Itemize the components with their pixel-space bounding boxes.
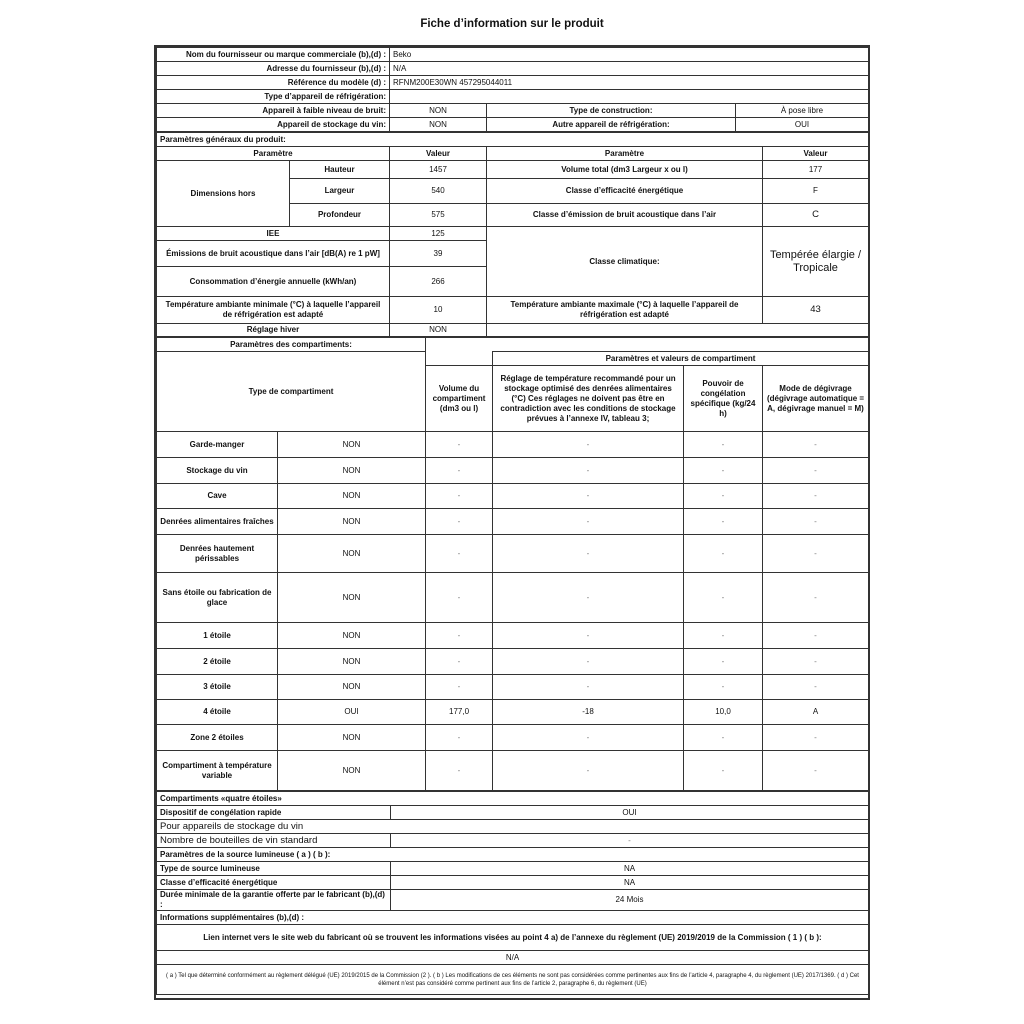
- col-param2-header: Paramètre: [487, 147, 763, 161]
- address-label: Adresse du fournisseur (b),(d) :: [157, 62, 390, 76]
- light-class-value: NA: [391, 876, 869, 890]
- compartment-present: NON: [278, 573, 426, 623]
- compartment-temperature: -: [493, 751, 684, 791]
- compartment-row: [157, 751, 869, 791]
- address-value: N/A: [390, 62, 869, 76]
- document-title: Fiche d’information sur le produit: [420, 18, 604, 30]
- compartment-present: NON: [278, 725, 426, 751]
- compartments-section-empty: [426, 338, 869, 352]
- energy-class-value: F: [763, 179, 869, 204]
- compartment-defrost: -: [763, 573, 869, 623]
- compartment-row: [157, 675, 869, 700]
- compartment-volume: -: [426, 751, 493, 791]
- general-section-label: Paramètres généraux du produit:: [157, 133, 869, 147]
- compartment-defrost: -: [763, 509, 869, 535]
- low-noise-value: NON: [390, 104, 487, 118]
- compartment-volume: -: [426, 535, 493, 573]
- compartment-temperature: -: [493, 675, 684, 700]
- compartment-defrost: -: [763, 725, 869, 751]
- footer-table: [156, 791, 869, 995]
- defrost-mode-header: Mode de dégivrage (dégivrage automatique = A, dégivrage manuel = M): [763, 366, 869, 432]
- compartment-volume: -: [426, 432, 493, 458]
- wine-appliance-label: Appareil de stockage du vin:: [157, 118, 390, 132]
- compartment-present: NON: [278, 509, 426, 535]
- appliance-type-value: [390, 90, 869, 104]
- winter-setting-label: Réglage hiver: [157, 324, 390, 337]
- compartment-temperature: -: [493, 649, 684, 675]
- compartment-name: Sans étoile ou fabrication de glace: [157, 573, 278, 623]
- col-value2-header: Valeur: [763, 147, 869, 161]
- noise-emission-value: 39: [390, 241, 487, 267]
- model-label: Référence du modèle (d) :: [157, 76, 390, 90]
- volume-total-label: Volume total (dm3 Largeur x ou l): [487, 161, 763, 179]
- compartment-volume: -: [426, 649, 493, 675]
- compartment-volume: -: [426, 573, 493, 623]
- temperature-header: Réglage de température recommandé pour un stockage optimisé des denrées alimentaires (°C) Ces réglages ne doivent pas être en contradiction avec les conditions de stockage prévues à l’annexe IV, tableau 3;: [493, 366, 684, 432]
- compartments-section-label: Paramètres des compartiments:: [157, 338, 426, 352]
- annual-consumption-value: 266: [390, 267, 487, 297]
- footnote: ( a ) Tel que déterminé conformément au règlement délégué (UE) 2019/2015 de la Commission (2 ). ( b ) Les modifications de ces éléments ne sont pas considérées comme pertinentes aux fins de l’article 4, paragraphe 4, du règlement (UE) 2017/1369. ( d ) Cet élément n’est pas considéré comme pertinent aux fins de l’article 2, paragraphe 6, du règlement (UE): [157, 965, 869, 995]
- warranty-label: Durée minimale de la garantie offerte par le fabricant (b),(d) :: [157, 890, 391, 911]
- fast-freeze-label: Dispositif de congélation rapide: [157, 806, 391, 820]
- compartment-name: Zone 2 étoiles: [157, 725, 278, 751]
- volume-header: Volume du compartiment (dm3 ou l): [426, 366, 493, 432]
- compartment-defrost: -: [763, 432, 869, 458]
- compartment-freezing-power: -: [684, 751, 763, 791]
- width-value: 540: [390, 179, 487, 204]
- compartment-present: NON: [278, 675, 426, 700]
- compartment-volume: -: [426, 509, 493, 535]
- compartment-row: [157, 458, 869, 484]
- compartment-volume: -: [426, 623, 493, 649]
- four-star-label: Compartiments «quatre étoiles»: [157, 792, 869, 806]
- noise-class-value: C: [763, 204, 869, 227]
- compartment-temperature: -18: [493, 700, 684, 725]
- depth-value: 575: [390, 204, 487, 227]
- compartment-present: NON: [278, 623, 426, 649]
- noise-class-label: Classe d’émission de bruit acoustique dans l’air: [487, 204, 763, 227]
- light-class-label: Classe d’efficacité énergétique: [157, 876, 391, 890]
- compartment-volume: -: [426, 484, 493, 509]
- iee-label: IEE: [157, 227, 390, 241]
- wine-appliance-value: NON: [390, 118, 487, 132]
- compartment-present: NON: [278, 751, 426, 791]
- compartment-freezing-power: -: [684, 623, 763, 649]
- compartment-group-header: Paramètres et valeurs de compartiment: [493, 352, 869, 366]
- compartment-row: [157, 649, 869, 675]
- website-link-label: Lien internet vers le site web du fabricant où se trouvent les informations visées au point 4 a) de l’annexe du règlement (UE) 2019/2019 de la Commission ( 1 ) ( b ):: [157, 925, 869, 951]
- compartment-defrost: -: [763, 535, 869, 573]
- compartment-name: Cave: [157, 484, 278, 509]
- wine-section-label: Pour appareils de stockage du vin: [157, 820, 869, 834]
- compartment-present: NON: [278, 535, 426, 573]
- compartment-temperature: -: [493, 623, 684, 649]
- compartment-volume: -: [426, 725, 493, 751]
- model-value: RFNM200E30WN 457295044011: [390, 76, 869, 90]
- compartment-present: OUI: [278, 700, 426, 725]
- fast-freeze-value: OUI: [391, 806, 869, 820]
- noise-emission-label: Émissions de bruit acoustique dans l’air [dB(A) re 1 pW]: [157, 241, 390, 267]
- compartments-table: [156, 337, 869, 791]
- compartment-freezing-power: -: [684, 675, 763, 700]
- compartment-row: [157, 623, 869, 649]
- compartment-freezing-power: -: [684, 432, 763, 458]
- compartment-present: NON: [278, 649, 426, 675]
- width-label: Largeur: [290, 179, 390, 204]
- compartment-name: 2 étoile: [157, 649, 278, 675]
- compartment-row: [157, 725, 869, 751]
- compartment-defrost: -: [763, 675, 869, 700]
- compartment-defrost: A: [763, 700, 869, 725]
- compartment-temperature: -: [493, 484, 684, 509]
- compartment-header-spacer: [426, 352, 493, 366]
- light-type-value: NA: [391, 862, 869, 876]
- compartment-row: [157, 509, 869, 535]
- compartment-row: [157, 484, 869, 509]
- compartment-freezing-power: -: [684, 649, 763, 675]
- annual-consumption-label: Consommation d’énergie annuelle (kWh/an): [157, 267, 390, 297]
- compartment-name: 1 étoile: [157, 623, 278, 649]
- compartment-present: NON: [278, 484, 426, 509]
- compartment-name: 4 étoile: [157, 700, 278, 725]
- winter-empty-cell: [487, 324, 869, 337]
- light-type-label: Type de source lumineuse: [157, 862, 391, 876]
- compartment-defrost: -: [763, 751, 869, 791]
- warranty-value: 24 Mois: [391, 890, 869, 911]
- compartment-temperature: -: [493, 725, 684, 751]
- max-temp-label: Température ambiante maximale (°C) à laquelle l’appareil de réfrigération est adapté: [487, 297, 763, 324]
- compartment-freezing-power: -: [684, 484, 763, 509]
- volume-total-value: 177: [763, 161, 869, 179]
- supplier-value: Beko: [390, 48, 869, 62]
- compartment-row: [157, 700, 869, 725]
- max-temp-value: 43: [763, 297, 869, 324]
- freezing-power-header: Pouvoir de congélation spécifique (kg/24 h): [684, 366, 763, 432]
- extra-info-label: Informations supplémentaires (b),(d) :: [157, 911, 869, 925]
- iee-value: 125: [390, 227, 487, 241]
- energy-class-label: Classe d’efficacité énergétique: [487, 179, 763, 204]
- compartment-name: 3 étoile: [157, 675, 278, 700]
- header-table: [156, 47, 869, 132]
- depth-label: Profondeur: [290, 204, 390, 227]
- website-link-value: N/A: [157, 951, 869, 965]
- compartment-name: Denrées hautement périssables: [157, 535, 278, 573]
- height-label: Hauteur: [290, 161, 390, 179]
- appliance-type-label: Type d’appareil de réfrigération:: [157, 90, 390, 104]
- min-temp-value: 10: [390, 297, 487, 324]
- compartment-volume: -: [426, 675, 493, 700]
- compartment-name: Denrées alimentaires fraîches: [157, 509, 278, 535]
- product-info-sheet: [154, 45, 870, 1000]
- bottles-label: Nombre de bouteilles de vin standard: [157, 834, 391, 848]
- other-appliance-value: OUI: [736, 118, 869, 132]
- construction-value: À pose libre: [736, 104, 869, 118]
- compartment-present: NON: [278, 432, 426, 458]
- other-appliance-label: Autre appareil de réfrigération:: [487, 118, 736, 132]
- compartment-present: NON: [278, 458, 426, 484]
- compartment-row: [157, 432, 869, 458]
- climate-class-label: Classe climatique:: [487, 227, 763, 297]
- construction-label: Type de construction:: [487, 104, 736, 118]
- compartment-defrost: -: [763, 623, 869, 649]
- compartment-volume: -: [426, 458, 493, 484]
- compartment-row: [157, 573, 869, 623]
- compartment-row: [157, 535, 869, 573]
- compartment-freezing-power: 10,0: [684, 700, 763, 725]
- compartment-defrost: -: [763, 458, 869, 484]
- supplier-label: Nom du fournisseur ou marque commerciale (b),(d) :: [157, 48, 390, 62]
- compartment-freezing-power: -: [684, 573, 763, 623]
- compartment-name: Stockage du vin: [157, 458, 278, 484]
- low-noise-label: Appareil à faible niveau de bruit:: [157, 104, 390, 118]
- compartment-temperature: -: [493, 432, 684, 458]
- dimensions-label: Dimensions hors: [157, 161, 290, 227]
- compartment-freezing-power: -: [684, 509, 763, 535]
- col-value-header: Valeur: [390, 147, 487, 161]
- compartment-temperature: -: [493, 458, 684, 484]
- compartment-volume: 177,0: [426, 700, 493, 725]
- compartment-defrost: -: [763, 649, 869, 675]
- compartment-temperature: -: [493, 509, 684, 535]
- compartment-freezing-power: -: [684, 535, 763, 573]
- winter-setting-value: NON: [390, 324, 487, 337]
- col-param-header: Paramètre: [157, 147, 390, 161]
- general-params-table: [156, 132, 869, 337]
- compartment-name: Garde-manger: [157, 432, 278, 458]
- height-value: 1457: [390, 161, 487, 179]
- bottles-value: -: [391, 834, 869, 848]
- min-temp-label: Température ambiante minimale (°C) à laquelle l’appareil de réfrigération est adapté: [157, 297, 390, 324]
- compartment-freezing-power: -: [684, 725, 763, 751]
- compartment-defrost: -: [763, 484, 869, 509]
- compartment-temperature: -: [493, 573, 684, 623]
- light-section-label: Paramètres de la source lumineuse ( a ) ( b ):: [157, 848, 869, 862]
- compartment-name: Compartiment à température variable: [157, 751, 278, 791]
- compartment-freezing-power: -: [684, 458, 763, 484]
- compartment-temperature: -: [493, 535, 684, 573]
- compartment-type-header: Type de compartiment: [157, 352, 426, 432]
- climate-class-value: Tempérée élargie / Tropicale: [763, 227, 869, 297]
